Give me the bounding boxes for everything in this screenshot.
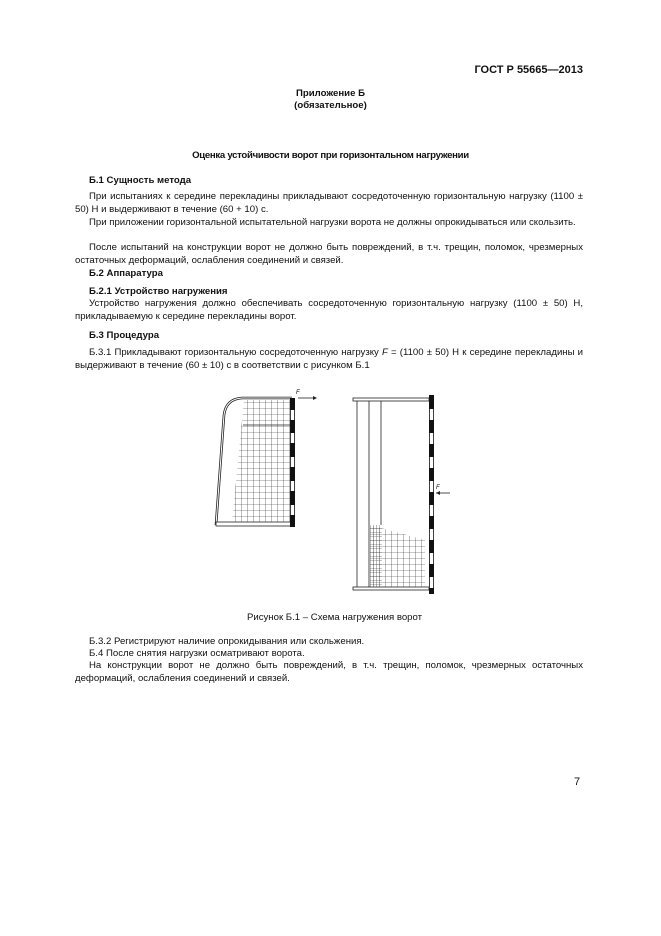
paragraph-text: = (1100 ± 50) Н к середине перекладины и выдерживают в течение (60 ± 10) с в соответствии с рисунком Б.1 <box>75 347 583 371</box>
force-arrow-side <box>436 485 450 495</box>
section-b1-paragraph-3: После испытаний на конструкции ворот не должно быть повреждений, в т.ч. трещин, поломок, чрезмерных остаточных деформаций, ослабления соединений и связей. <box>75 242 583 266</box>
paragraph-text: Б.3.1 Прикладывают горизонтальную сосредоточенную нагрузку <box>89 347 383 358</box>
section-b4-paragraph: Б.4 После снятия нагрузки осматривают ворота. <box>89 648 305 659</box>
goal-loading-diagram <box>200 385 470 610</box>
section-b1-paragraph-1: При испытаниях к середине перекладины прикладывают сосредоточенную горизонтальную нагрузку (1100 ± 50) Н и выдерживают в течение (60 + 10) с. <box>75 191 583 215</box>
section-b31-paragraph <box>75 347 583 372</box>
section-b21-heading: Б.2.1 Устройство нагружения <box>89 286 228 297</box>
section-b1-paragraph-2: При приложении горизонтальной испытательной нагрузки ворота не должны опрокидываться или скользить. <box>89 217 576 228</box>
page-number: 7 <box>574 776 581 788</box>
goal-side-view <box>216 398 295 527</box>
section-b2-heading: Б.2 Аппаратура <box>89 268 163 279</box>
figure-caption: Рисунок Б.1 – Схема нагружения ворот <box>246 612 423 623</box>
force-label: F <box>296 390 300 396</box>
annex-status: (обязательное) <box>294 100 367 111</box>
section-b1-heading: Б.1 Сущность метода <box>89 175 192 186</box>
goal-front-view <box>353 395 434 594</box>
document-title: Оценка устойчивости ворот при горизонтальном нагружении <box>192 150 469 161</box>
force-arrow-top <box>296 390 317 400</box>
force-label: F <box>436 485 440 491</box>
section-b4-paragraph-2: На конструкции ворот не должно быть повреждений, в т.ч. трещин, поломок, чрезмерных остаточных деформаций, ослабления соединений и связей. <box>75 660 583 684</box>
section-b3-heading: Б.3 Процедура <box>89 330 160 341</box>
annex-title: Приложение Б <box>296 88 365 99</box>
force-symbol: F <box>382 347 388 358</box>
section-b21-paragraph: Устройство нагружения должно обеспечивать сосредоточенную горизонтальную нагрузку (1100 ± 50) Н, прикладываемую к середине перекладины ворот. <box>75 298 583 322</box>
section-b32-paragraph: Б.3.2 Регистрируют наличие опрокидывания или скольжения. <box>89 636 365 647</box>
standard-number: ГОСТ Р 55665—2013 <box>474 64 583 76</box>
